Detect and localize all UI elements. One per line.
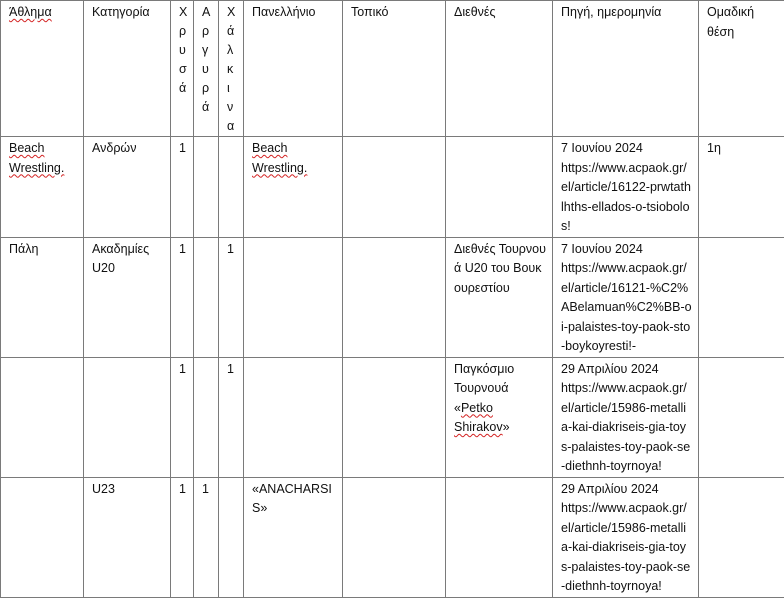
cell-team-place [699, 237, 784, 357]
cell-gold: 1 [171, 137, 194, 238]
cell-bronze: 1 [219, 237, 244, 357]
header-row [1, 1, 784, 137]
source-link[interactable]: https://www.acpaok.gr/el/article/16121-%C2%ABelamuan%C2%BB-oi-palaistes-toy-paok-sto-boykoyresti!- [561, 259, 692, 357]
cell-bronze: 1 [219, 357, 244, 477]
source-date: 29 Απριλίου 2024 [561, 480, 692, 500]
table-row [1, 477, 784, 597]
cell-category: Ακαδημίες U20 [84, 237, 171, 357]
header-gold: Χ ρ υ σ ά [171, 1, 194, 137]
cell-panhellenic: «ANACHARSIS» [244, 477, 343, 597]
cell-category: U23 [84, 477, 171, 597]
cell-team-place [699, 477, 784, 597]
cell-source [553, 357, 699, 477]
cell-source [553, 477, 699, 597]
cell-bronze [219, 137, 244, 238]
cell-source [553, 137, 699, 238]
cell-bronze [219, 477, 244, 597]
cell-sport: Beach Wrestling. [1, 137, 84, 238]
cell-team-place [699, 357, 784, 477]
cell-sport [1, 357, 84, 477]
header-source: Πηγή, ημερομηνία [553, 1, 699, 137]
header-silver: Α ρ γ υ ρ ά [194, 1, 219, 137]
header-panhellenic: Πανελλήνιο [244, 1, 343, 137]
cell-local [343, 477, 446, 597]
header-category: Κατηγορία [84, 1, 171, 137]
table-row [1, 137, 784, 238]
header-sport: Άθλημα [1, 1, 84, 137]
source-date: 29 Απριλίου 2024 [561, 360, 692, 380]
cell-international [446, 477, 553, 597]
cell-silver: 1 [194, 477, 219, 597]
header-international: Διεθνές [446, 1, 553, 137]
cell-category [84, 357, 171, 477]
cell-international: Παγκόσμιο Τουρνουά «Petko Shirakov» [446, 357, 553, 477]
cell-silver [194, 137, 219, 238]
table-row [1, 237, 784, 357]
cell-category: Ανδρών [84, 137, 171, 238]
cell-gold: 1 [171, 237, 194, 357]
cell-panhellenic [244, 237, 343, 357]
cell-sport [1, 477, 84, 597]
header-local: Τοπικό [343, 1, 446, 137]
cell-silver [194, 237, 219, 357]
source-link[interactable]: https://www.acpaok.gr/el/article/15986-metallia-kai-diakriseis-gia-toys-palaistes-toy-paok-se-diethnh-toyrnoya! [561, 379, 692, 477]
cell-panhellenic [244, 357, 343, 477]
source-date: 7 Ιουνίου 2024 [561, 139, 692, 159]
cell-gold: 1 [171, 357, 194, 477]
cell-silver [194, 357, 219, 477]
source-link[interactable]: https://www.acpaok.gr/el/article/15986-metallia-kai-diakriseis-gia-toys-palaistes-toy-paok-se-diethnh-toyrnoya! [561, 499, 692, 597]
cell-international [446, 137, 553, 238]
cell-sport: Πάλη [1, 237, 84, 357]
source-date: 7 Ιουνίου 2024 [561, 240, 692, 260]
cell-panhellenic: Beach Wrestling. [244, 137, 343, 238]
cell-source [553, 237, 699, 357]
cell-local [343, 137, 446, 238]
header-team-place: Ομαδική θέση [699, 1, 784, 137]
cell-local [343, 357, 446, 477]
cell-team-place: 1η [699, 137, 784, 238]
table-row [1, 357, 784, 477]
source-link[interactable]: https://www.acpaok.gr/el/article/16122-prwtathlhths-ellados-o-tsiobolos! [561, 159, 692, 237]
header-bronze: Χ ά λ κ ι ν α [219, 1, 244, 137]
cell-international: Διεθνές Τουρνουά U20 του Βουκουρεστίου [446, 237, 553, 357]
cell-gold: 1 [171, 477, 194, 597]
cell-local [343, 237, 446, 357]
